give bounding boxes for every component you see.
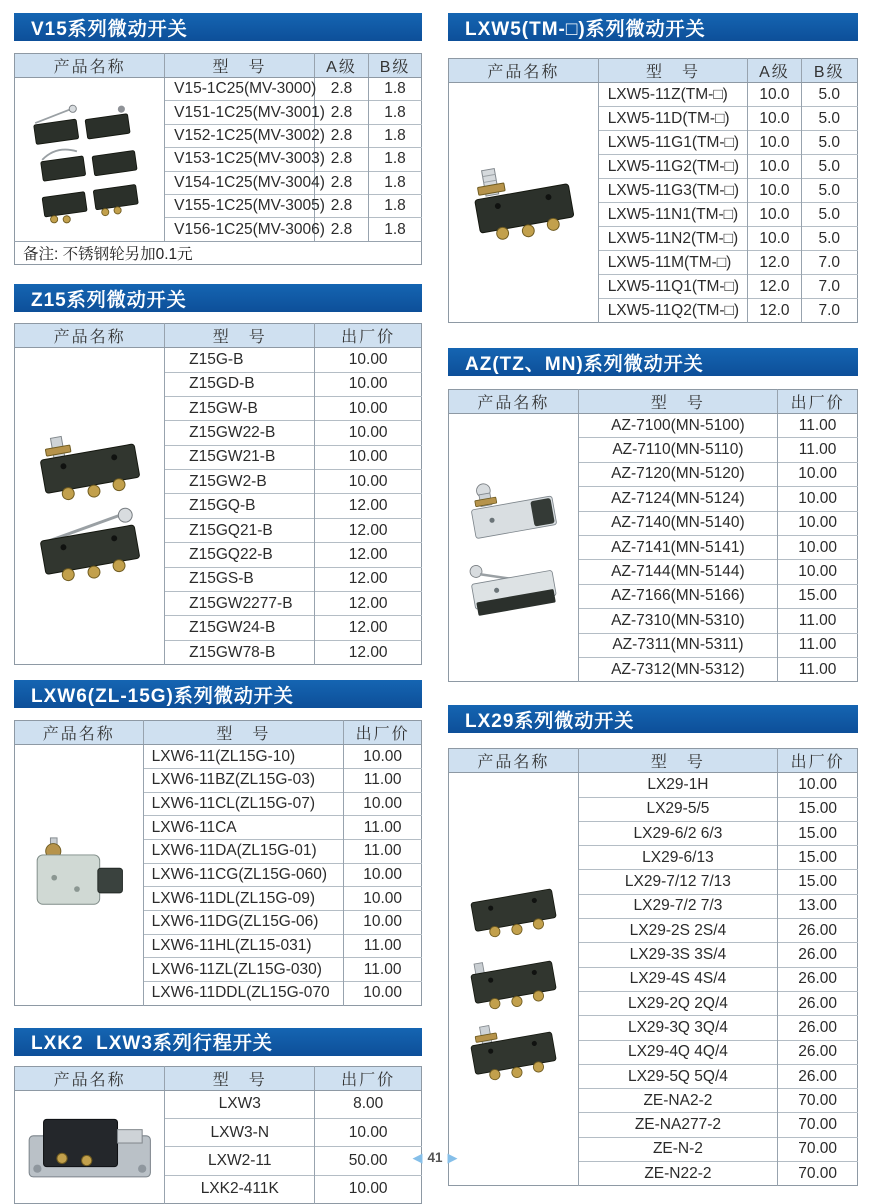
section-title-bar: [448, 705, 858, 733]
model-cell: Z15GW24-B: [165, 616, 315, 640]
product-photo-cell: [449, 773, 579, 1186]
model-cell: Z15GW2-B: [165, 470, 315, 494]
section-title: LXW6(ZL-15G)系列微动开关: [31, 685, 294, 707]
model-cell: Z15GW21-B: [165, 445, 315, 469]
product-photo-cell: [15, 348, 165, 665]
price-cell: 11.00: [778, 609, 858, 633]
column-header: B级: [801, 59, 857, 83]
model-cell: ZE-N22-2: [578, 1162, 778, 1186]
header-row: [15, 1066, 422, 1090]
table-row: [449, 773, 858, 797]
price-cell: 1.8: [369, 218, 422, 241]
model-cell: LX29-4Q 4Q/4: [578, 1040, 778, 1064]
price-cell: 11.00: [344, 839, 422, 863]
price-cell: 10.0: [748, 131, 801, 155]
model-cell: LX29-7/2 7/3: [578, 894, 778, 918]
price-cell: 70.00: [778, 1113, 858, 1137]
price-cell: 10.00: [778, 511, 858, 535]
right-column: [448, 13, 858, 1182]
price-cell: 10.00: [778, 487, 858, 511]
model-cell: Z15GQ-B: [165, 494, 315, 518]
header-row: [15, 324, 422, 348]
section-title: LXW5(TM-□)系列微动开关: [465, 18, 706, 40]
model-cell: LXW6-11DL(ZL15G-09): [143, 887, 344, 911]
header-row: [15, 54, 422, 78]
model-cell: Z15G-B: [165, 348, 315, 372]
model-cell: AZ-7124(MN-5124): [578, 487, 778, 511]
basic-switch-photo: [451, 877, 576, 938]
model-cell: LXW5-11Z(TM-□): [598, 83, 748, 107]
price-cell: 10.0: [748, 83, 801, 107]
product-table-z15: [14, 323, 422, 665]
section-title-bar: [448, 13, 858, 41]
section-title: AZ(TZ、MN)系列微动开关: [465, 353, 704, 375]
model-cell: LX29-2S 2S/4: [578, 919, 778, 943]
price-cell: 12.00: [315, 494, 422, 518]
section-title-bar: [14, 284, 422, 312]
model-cell: LXK2-411K: [165, 1175, 315, 1203]
model-cell: LXW6-11ZL(ZL15G-030): [143, 958, 344, 982]
plate-switch-photo: [17, 1105, 162, 1189]
price-cell: 12.00: [315, 518, 422, 542]
model-cell: LXW5-11N2(TM-□): [598, 227, 748, 251]
price-cell: 70.00: [778, 1089, 858, 1113]
price-cell: 10.0: [748, 155, 801, 179]
section-title: LXK2 LXW3系列行程开关: [31, 1033, 273, 1055]
column-header: 型 号: [165, 324, 315, 348]
price-cell: 10.00: [315, 1175, 422, 1203]
model-cell: LXW5-11N1(TM-□): [598, 203, 748, 227]
price-cell: 1.8: [369, 171, 422, 194]
price-cell: 12.00: [315, 616, 422, 640]
section-lxk2: [14, 1028, 422, 1204]
model-cell: Z15GS-B: [165, 567, 315, 591]
price-cell: 26.00: [778, 1064, 858, 1088]
model-cell: LXW6-11DA(ZL15G-01): [143, 839, 344, 863]
prev-page-icon: ◀: [412, 1150, 423, 1165]
price-cell: 10.00: [778, 560, 858, 584]
model-cell: LXW6-11BZ(ZL15G-03): [143, 768, 344, 792]
product-photo-cell: [15, 745, 144, 1006]
price-cell: 10.00: [315, 372, 422, 396]
price-cell: 12.00: [315, 592, 422, 616]
price-cell: 11.00: [778, 657, 858, 681]
price-cell: 10.00: [344, 745, 422, 769]
price-cell: 10.00: [315, 1119, 422, 1147]
price-cell: 1.8: [369, 124, 422, 147]
model-cell: LX29-1H: [578, 773, 778, 797]
plunger-switch-photo: [451, 1020, 576, 1081]
price-cell: 10.00: [778, 535, 858, 559]
column-header: B级: [369, 54, 422, 78]
price-cell: 26.00: [778, 943, 858, 967]
price-cell: 5.0: [801, 155, 857, 179]
model-cell: LX29-6/2 6/3: [578, 821, 778, 845]
section-lx29: [448, 705, 858, 1186]
model-cell: AZ-7310(MN-5310): [578, 609, 778, 633]
product-photo-cell: [15, 78, 165, 242]
table-row: [15, 348, 422, 372]
product-photo-cell: [449, 414, 579, 682]
price-cell: 2.8: [314, 171, 368, 194]
table-row: [15, 1090, 422, 1118]
column-header: 型 号: [165, 1066, 315, 1090]
column-header: 出厂价: [778, 749, 858, 773]
column-header: 产品名称: [15, 1066, 165, 1090]
price-cell: 5.0: [801, 107, 857, 131]
product-photo-cell: [449, 83, 599, 323]
model-cell: AZ-7311(MN-5311): [578, 633, 778, 657]
column-header: 产品名称: [449, 749, 579, 773]
model-cell: LX29-4S 4S/4: [578, 967, 778, 991]
column-header: 出厂价: [778, 390, 858, 414]
model-cell: AZ-7312(MN-5312): [578, 657, 778, 681]
model-cell: Z15GD-B: [165, 372, 315, 396]
model-cell: LXW5-11M(TM-□): [598, 251, 748, 275]
section-title: LX29系列微动开关: [465, 710, 635, 732]
price-cell: 2.8: [314, 78, 368, 101]
price-cell: 2.8: [314, 124, 368, 147]
model-cell: AZ-7100(MN-5100): [578, 414, 778, 438]
roller-plunger-switch-photo: [451, 479, 576, 545]
price-cell: 10.00: [344, 863, 422, 887]
page-number: 41: [427, 1150, 443, 1165]
product-table-v15: [14, 53, 422, 265]
section-az: [448, 348, 858, 682]
price-cell: 10.00: [778, 773, 858, 797]
column-header: 产品名称: [15, 54, 165, 78]
price-cell: 10.00: [315, 348, 422, 372]
product-table-lxk2: [14, 1066, 422, 1204]
section-v15: [14, 13, 422, 265]
price-cell: 10.00: [315, 421, 422, 445]
model-cell: LXW5-11G3(TM-□): [598, 179, 748, 203]
column-header: 出厂价: [315, 1066, 422, 1090]
model-cell: V152-1C25(MV-3002): [165, 124, 315, 147]
price-cell: 5.0: [801, 83, 857, 107]
product-table-lxw6: [14, 720, 422, 1006]
table-row: [449, 83, 858, 107]
roller-lever-switch-photo: [17, 511, 162, 582]
model-cell: Z15GW22-B: [165, 421, 315, 445]
column-header: 产品名称: [15, 721, 144, 745]
column-header: 出厂价: [315, 324, 422, 348]
price-cell: 10.00: [344, 982, 422, 1006]
price-cell: 2.8: [314, 101, 368, 124]
price-cell: 11.00: [778, 633, 858, 657]
block-switch-photo: [17, 836, 141, 914]
price-cell: 1.8: [369, 148, 422, 171]
price-cell: 26.00: [778, 1016, 858, 1040]
price-cell: 10.00: [344, 911, 422, 935]
model-cell: AZ-7141(MN-5141): [578, 535, 778, 559]
v15-switch-group-photo: [17, 98, 162, 221]
model-cell: V15-1C25(MV-3000): [165, 78, 315, 101]
section-z15: [14, 284, 422, 665]
section-title: Z15系列微动开关: [31, 289, 187, 311]
table-row: [449, 414, 858, 438]
price-cell: 12.00: [315, 543, 422, 567]
price-cell: 12.0: [748, 275, 801, 299]
model-cell: LXW2-11: [165, 1147, 315, 1175]
price-cell: 1.8: [369, 78, 422, 101]
price-cell: 10.00: [315, 445, 422, 469]
product-table-lx29: [448, 748, 858, 1186]
price-cell: 10.00: [344, 792, 422, 816]
column-header: 型 号: [578, 390, 778, 414]
model-cell: ZE-N-2: [578, 1137, 778, 1161]
column-header: 出厂价: [344, 721, 422, 745]
section-title-bar: [14, 680, 422, 708]
price-cell: 26.00: [778, 1040, 858, 1064]
price-cell: 11.00: [778, 414, 858, 438]
model-cell: AZ-7140(MN-5140): [578, 511, 778, 535]
model-cell: AZ-7166(MN-5166): [578, 584, 778, 608]
price-cell: 5.0: [801, 179, 857, 203]
header-row: [449, 59, 858, 83]
plunger-switch-photo: [17, 430, 162, 501]
model-cell: LX29-5/5: [578, 797, 778, 821]
price-cell: 11.00: [344, 958, 422, 982]
model-cell: LXW6-11(ZL15G-10): [143, 745, 344, 769]
hinge-roller-switch-photo: [451, 555, 576, 616]
price-cell: 10.00: [344, 887, 422, 911]
model-cell: ZE-NA277-2: [578, 1113, 778, 1137]
screw-terminal-switch-photo: [451, 949, 576, 1010]
model-cell: LXW5-11D(TM-□): [598, 107, 748, 131]
price-cell: 15.00: [778, 870, 858, 894]
model-cell: LXW6-11CA: [143, 816, 344, 840]
model-cell: Z15GW2277-B: [165, 592, 315, 616]
section-title-bar: [448, 348, 858, 376]
model-cell: Z15GW-B: [165, 396, 315, 420]
price-cell: 12.0: [748, 251, 801, 275]
section-lxw5: [448, 13, 858, 323]
price-cell: 2.8: [314, 148, 368, 171]
model-cell: LX29-3Q 3Q/4: [578, 1016, 778, 1040]
section-title: V15系列微动开关: [31, 18, 188, 40]
header-row: [449, 749, 858, 773]
column-header: 产品名称: [15, 324, 165, 348]
price-cell: 5.0: [801, 227, 857, 251]
model-cell: LXW6-11DG(ZL15G-06): [143, 911, 344, 935]
model-cell: LXW6-11HL(ZL15-031): [143, 934, 344, 958]
model-cell: V151-1C25(MV-3001): [165, 101, 315, 124]
price-cell: 26.00: [778, 967, 858, 991]
model-cell: AZ-7120(MN-5120): [578, 462, 778, 486]
price-cell: 1.8: [369, 194, 422, 217]
price-cell: 26.00: [778, 919, 858, 943]
price-cell: 26.00: [778, 991, 858, 1015]
price-cell: 10.00: [315, 396, 422, 420]
model-cell: LXW3: [165, 1090, 315, 1118]
price-cell: 10.0: [748, 107, 801, 131]
price-cell: 15.00: [778, 584, 858, 608]
price-cell: 2.8: [314, 194, 368, 217]
table-row: [15, 78, 422, 101]
price-cell: 7.0: [801, 275, 857, 299]
model-cell: LX29-6/13: [578, 846, 778, 870]
model-cell: Z15GW78-B: [165, 640, 315, 664]
model-cell: LXW5-11Q1(TM-□): [598, 275, 748, 299]
price-cell: 7.0: [801, 299, 857, 323]
price-cell: 15.00: [778, 846, 858, 870]
price-cell: 12.0: [748, 299, 801, 323]
price-cell: 5.0: [801, 203, 857, 227]
column-header: 产品名称: [449, 390, 579, 414]
product-photo-cell: [15, 1090, 165, 1203]
long-plunger-switch-photo: [451, 164, 596, 241]
model-cell: LX29-7/12 7/13: [578, 870, 778, 894]
column-header: 型 号: [598, 59, 748, 83]
price-cell: 11.00: [778, 438, 858, 462]
table-row: [15, 745, 422, 769]
section-title-bar: [14, 1028, 422, 1056]
header-row: [15, 721, 422, 745]
price-cell: 1.8: [369, 101, 422, 124]
model-cell: LXW6-11CL(ZL15G-07): [143, 792, 344, 816]
model-cell: LXW6-11CG(ZL15G-060): [143, 863, 344, 887]
price-cell: 2.8: [314, 218, 368, 241]
price-cell: 11.00: [344, 934, 422, 958]
price-cell: 11.00: [344, 816, 422, 840]
model-cell: AZ-7144(MN-5144): [578, 560, 778, 584]
left-column: [14, 13, 422, 1198]
table-note: 备注: 不锈钢轮另加0.1元: [15, 241, 422, 264]
column-header: 型 号: [143, 721, 344, 745]
model-cell: V154-1C25(MV-3004): [165, 171, 315, 194]
model-cell: LXW5-11G1(TM-□): [598, 131, 748, 155]
model-cell: V155-1C25(MV-3005): [165, 194, 315, 217]
model-cell: Z15GQ21-B: [165, 518, 315, 542]
column-header: A级: [748, 59, 801, 83]
model-cell: LXW5-11G2(TM-□): [598, 155, 748, 179]
price-cell: 11.00: [344, 768, 422, 792]
section-lxw6: [14, 680, 422, 1006]
product-table-lxw5: [448, 58, 858, 323]
price-cell: 50.00: [315, 1147, 422, 1175]
model-cell: LXW6-11DDL(ZL15G-070: [143, 982, 344, 1006]
model-cell: LX29-2Q 2Q/4: [578, 991, 778, 1015]
section-title-bar: [14, 13, 422, 41]
product-table-az: [448, 389, 858, 682]
page-footer: [412, 1150, 457, 1165]
model-cell: V156-1C25(MV-3006): [165, 218, 315, 241]
model-cell: LXW5-11Q2(TM-□): [598, 299, 748, 323]
price-cell: 13.00: [778, 894, 858, 918]
model-cell: V153-1C25(MV-3003): [165, 148, 315, 171]
model-cell: LX29-3S 3S/4: [578, 943, 778, 967]
price-cell: 15.00: [778, 821, 858, 845]
model-cell: LX29-5Q 5Q/4: [578, 1064, 778, 1088]
model-cell: LXW3-N: [165, 1119, 315, 1147]
column-header: 型 号: [165, 54, 315, 78]
price-cell: 10.00: [778, 462, 858, 486]
column-header: 产品名称: [449, 59, 599, 83]
price-cell: 10.0: [748, 203, 801, 227]
next-page-icon: ▶: [447, 1150, 458, 1165]
model-cell: AZ-7110(MN-5110): [578, 438, 778, 462]
column-header: 型 号: [578, 749, 778, 773]
price-cell: 70.00: [778, 1162, 858, 1186]
price-cell: 12.00: [315, 567, 422, 591]
price-cell: 8.00: [315, 1090, 422, 1118]
price-cell: 12.00: [315, 640, 422, 664]
column-header: A级: [314, 54, 368, 78]
price-cell: 15.00: [778, 797, 858, 821]
price-cell: 70.00: [778, 1137, 858, 1161]
price-cell: 10.0: [748, 227, 801, 251]
price-cell: 10.0: [748, 179, 801, 203]
header-row: [449, 390, 858, 414]
price-cell: 5.0: [801, 131, 857, 155]
model-cell: ZE-NA2-2: [578, 1089, 778, 1113]
model-cell: Z15GQ22-B: [165, 543, 315, 567]
price-cell: 10.00: [315, 470, 422, 494]
price-cell: 7.0: [801, 251, 857, 275]
note-row: [15, 241, 422, 264]
